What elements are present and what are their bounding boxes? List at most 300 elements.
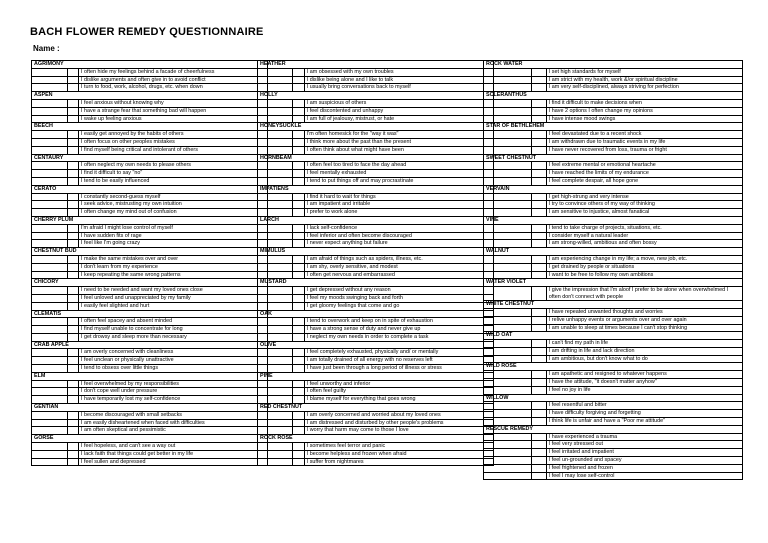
question-row bbox=[32, 177, 268, 185]
remedy-name: HORNBEAM bbox=[258, 154, 305, 162]
question-row bbox=[32, 427, 268, 435]
answer-checkbox[interactable] bbox=[531, 146, 546, 154]
remedy-name: WILD OAT bbox=[484, 332, 547, 340]
remedy-name: PINE bbox=[258, 372, 305, 380]
question-text: I am experiencing change in my life; a move, new job, etc. bbox=[546, 255, 742, 263]
remedy-header-row bbox=[32, 92, 268, 100]
answer-checkbox[interactable] bbox=[293, 318, 304, 326]
remedy-header-row bbox=[32, 154, 268, 162]
question-row bbox=[484, 68, 743, 76]
question-text: I feel frightened and frozen bbox=[546, 464, 742, 472]
answer-checkbox[interactable] bbox=[293, 271, 304, 279]
answer-checkbox[interactable] bbox=[67, 388, 78, 396]
remedy-header-row bbox=[258, 310, 494, 318]
answer-checkbox[interactable] bbox=[67, 232, 78, 240]
question-row bbox=[258, 294, 494, 302]
question-text: I am obsessed with my own troubles bbox=[304, 68, 493, 76]
question-row bbox=[32, 458, 268, 466]
question-text: I am afraid of things such as spiders, illness, etc. bbox=[304, 255, 493, 263]
answer-checkbox[interactable] bbox=[531, 170, 546, 178]
remedy-name: HEATHER bbox=[258, 61, 305, 69]
question-row bbox=[258, 107, 494, 115]
question-row bbox=[484, 379, 743, 387]
question-row bbox=[32, 263, 268, 271]
remedy-header-row bbox=[258, 279, 494, 287]
question-text: I often think about what might have been bbox=[304, 146, 493, 154]
question-row bbox=[32, 271, 268, 279]
question-text: I lack self-confidence bbox=[304, 224, 493, 232]
answer-checkbox[interactable] bbox=[531, 232, 546, 240]
question-row bbox=[258, 240, 494, 248]
answer-checkbox[interactable] bbox=[67, 76, 78, 84]
answer-checkbox[interactable] bbox=[67, 99, 78, 107]
answer-checkbox[interactable] bbox=[531, 162, 546, 170]
answer-checkbox[interactable] bbox=[531, 324, 546, 332]
remedy-header-row bbox=[32, 185, 268, 193]
answer-checkbox[interactable] bbox=[531, 263, 546, 271]
remedy-name: HONEYSUCKLE bbox=[258, 123, 305, 131]
question-text: I feel very stressed out bbox=[546, 441, 742, 449]
question-text: I find it hard to wait for things bbox=[304, 193, 493, 201]
answer-checkbox[interactable] bbox=[531, 457, 546, 465]
question-row bbox=[484, 433, 743, 441]
column-2 bbox=[257, 60, 494, 466]
question-row bbox=[258, 162, 494, 170]
remedy-header-row bbox=[258, 341, 494, 349]
question-row bbox=[484, 263, 743, 271]
question-row bbox=[32, 287, 268, 295]
question-text: I consider myself a natural leader bbox=[546, 232, 742, 240]
question-text: I often get nervous and embarrassed bbox=[304, 271, 493, 279]
answer-checkbox[interactable] bbox=[67, 138, 78, 146]
answer-checkbox[interactable] bbox=[293, 193, 304, 201]
remedy-name: SCLERANTHUS bbox=[484, 92, 547, 100]
question-text: I feel completely exhausted, physically and/ or mentally bbox=[304, 349, 493, 357]
answer-checkbox[interactable] bbox=[531, 472, 546, 480]
answer-checkbox[interactable] bbox=[293, 294, 304, 302]
answer-checkbox[interactable] bbox=[67, 333, 78, 341]
answer-checkbox[interactable] bbox=[67, 255, 78, 263]
answer-checkbox[interactable] bbox=[293, 349, 304, 357]
question-text: I give the impression that I'm aloof I prefer to be alone when overwhelmed I often don't connect with people bbox=[546, 287, 742, 301]
remedy-header-row bbox=[32, 310, 268, 318]
question-text: I keep repeating the same wrong patterns bbox=[79, 271, 268, 279]
question-row bbox=[484, 138, 743, 146]
question-text: I constantly second-guess myself bbox=[79, 193, 268, 201]
question-text: I feel complete despair, all hope gone bbox=[546, 177, 742, 185]
answer-checkbox[interactable] bbox=[531, 76, 546, 84]
question-row bbox=[258, 138, 494, 146]
question-text: I often focus on other peoples mistakes bbox=[79, 138, 268, 146]
answer-checkbox[interactable] bbox=[531, 433, 546, 441]
question-row bbox=[484, 146, 743, 154]
answer-checkbox[interactable] bbox=[531, 224, 546, 232]
question-text: I feel un-grounded and spacey bbox=[546, 457, 742, 465]
question-row bbox=[32, 84, 268, 92]
answer-checkbox[interactable] bbox=[293, 365, 304, 373]
answer-checkbox[interactable] bbox=[293, 388, 304, 396]
question-row bbox=[258, 131, 494, 139]
answer-checkbox[interactable] bbox=[67, 177, 78, 185]
answer-checkbox[interactable] bbox=[531, 115, 546, 123]
question-row bbox=[484, 170, 743, 178]
answer-checkbox[interactable] bbox=[67, 170, 78, 178]
answer-checkbox[interactable] bbox=[293, 287, 304, 295]
answer-checkbox[interactable] bbox=[67, 107, 78, 115]
question-text: I have intense mood swings bbox=[546, 115, 742, 123]
remedy-name: CERATO bbox=[32, 185, 79, 193]
answer-checkbox[interactable] bbox=[67, 450, 78, 458]
remedy-header-row bbox=[32, 372, 268, 380]
answer-checkbox[interactable] bbox=[531, 138, 546, 146]
remedy-name: RED CHESTNUT bbox=[258, 404, 305, 412]
remedy-header-row bbox=[258, 404, 494, 412]
remedy-header-row bbox=[484, 61, 743, 69]
question-text: I have just been through a long period of illness or stress bbox=[304, 365, 493, 373]
question-text: I easily feel slighted and hurt bbox=[79, 302, 268, 310]
question-text: I am often skeptical and pessimistic bbox=[79, 427, 268, 435]
remedy-header-row bbox=[32, 404, 268, 412]
answer-checkbox[interactable] bbox=[67, 271, 78, 279]
question-row bbox=[258, 99, 494, 107]
question-row bbox=[484, 99, 743, 107]
question-text: I feel devastated due to a recent shock bbox=[546, 131, 742, 139]
question-row bbox=[32, 357, 268, 365]
remedy-header-row bbox=[258, 216, 494, 224]
remedy-header-row bbox=[258, 248, 494, 256]
answer-checkbox[interactable] bbox=[67, 193, 78, 201]
question-row bbox=[32, 201, 268, 209]
question-row bbox=[258, 232, 494, 240]
answer-checkbox[interactable] bbox=[67, 458, 78, 466]
answer-checkbox[interactable] bbox=[67, 365, 78, 373]
remedy-name: CENTAURY bbox=[32, 154, 79, 162]
answer-checkbox[interactable] bbox=[293, 162, 304, 170]
question-text: I get high-strung and very intense bbox=[546, 193, 742, 201]
answer-checkbox[interactable] bbox=[293, 146, 304, 154]
answer-checkbox[interactable] bbox=[67, 115, 78, 123]
question-row bbox=[258, 115, 494, 123]
question-text: I have experienced a trauma bbox=[546, 433, 742, 441]
question-row bbox=[484, 355, 743, 363]
question-row bbox=[258, 333, 494, 341]
question-row bbox=[484, 402, 743, 410]
answer-checkbox[interactable] bbox=[67, 84, 78, 92]
question-row bbox=[258, 255, 494, 263]
answer-checkbox[interactable] bbox=[67, 318, 78, 326]
remedy-name: VINE bbox=[484, 216, 547, 224]
question-row bbox=[32, 443, 268, 451]
remedy-name: SWEET CHESTNUT bbox=[484, 154, 547, 162]
question-row bbox=[484, 177, 743, 185]
answer-checkbox[interactable] bbox=[293, 68, 304, 76]
question-row bbox=[484, 418, 743, 426]
answer-checkbox[interactable] bbox=[293, 76, 304, 84]
answer-checkbox[interactable] bbox=[67, 294, 78, 302]
answer-checkbox[interactable] bbox=[67, 302, 78, 310]
answer-checkbox[interactable] bbox=[293, 177, 304, 185]
remedy-header-row bbox=[484, 216, 743, 224]
question-text: I'm afraid I might lose control of myself bbox=[79, 224, 268, 232]
question-row bbox=[484, 340, 743, 348]
remedy-name: CRAB APPLE bbox=[32, 341, 79, 349]
question-row bbox=[32, 333, 268, 341]
answer-checkbox[interactable] bbox=[67, 396, 78, 404]
answer-checkbox[interactable] bbox=[531, 386, 546, 394]
answer-checkbox[interactable] bbox=[293, 224, 304, 232]
question-row bbox=[484, 162, 743, 170]
answer-checkbox[interactable] bbox=[67, 224, 78, 232]
question-row bbox=[32, 232, 268, 240]
question-row bbox=[32, 326, 268, 334]
question-row bbox=[484, 347, 743, 355]
question-text: I blame myself for everything that goes wrong bbox=[304, 396, 493, 404]
question-row bbox=[32, 380, 268, 388]
question-row bbox=[32, 99, 268, 107]
answer-checkbox[interactable] bbox=[531, 68, 546, 76]
answer-checkbox[interactable] bbox=[293, 450, 304, 458]
answer-checkbox[interactable] bbox=[531, 410, 546, 418]
question-text: I worry that harm may come to those I love bbox=[304, 427, 493, 435]
answer-checkbox[interactable] bbox=[531, 308, 546, 316]
question-text: I feel my moods swinging back and forth bbox=[304, 294, 493, 302]
remedy-name: STAR OF BETHLEHEM bbox=[484, 123, 547, 131]
question-row bbox=[484, 193, 743, 201]
remedy-name: AGRIMONY bbox=[32, 61, 79, 69]
answer-checkbox[interactable] bbox=[531, 418, 546, 426]
answer-checkbox[interactable] bbox=[531, 449, 546, 457]
question-text: I am overly concerned with cleanliness bbox=[79, 349, 268, 357]
question-text: I make the same mistakes over and over bbox=[79, 255, 268, 263]
question-text: I have sudden fits of rage bbox=[79, 232, 268, 240]
question-text: I feel no joy in life bbox=[546, 386, 742, 394]
answer-checkbox[interactable] bbox=[67, 411, 78, 419]
question-text: I am totally drained of all energy with no reserves left bbox=[304, 357, 493, 365]
question-row bbox=[258, 380, 494, 388]
answer-checkbox[interactable] bbox=[67, 326, 78, 334]
question-text: I find myself unable to concentrate for long bbox=[79, 326, 268, 334]
question-row bbox=[484, 84, 743, 92]
question-text: I tend to be easily influenced bbox=[79, 177, 268, 185]
answer-checkbox[interactable] bbox=[67, 357, 78, 365]
answer-checkbox[interactable] bbox=[531, 340, 546, 348]
question-row bbox=[258, 201, 494, 209]
remedy-header-row bbox=[258, 185, 494, 193]
questionnaire-table bbox=[257, 60, 494, 466]
answer-checkbox[interactable] bbox=[293, 411, 304, 419]
question-text: I become helpless and frozen when afraid bbox=[304, 450, 493, 458]
answer-checkbox[interactable] bbox=[531, 347, 546, 355]
remedy-name: MUSTARD bbox=[258, 279, 305, 287]
question-text: I become discouraged with small setbacks bbox=[79, 411, 268, 419]
remedy-name: CHESTNUT BUD bbox=[32, 248, 79, 256]
answer-checkbox[interactable] bbox=[293, 84, 304, 92]
question-text: I am unable to sleep at times because I can't stop thinking bbox=[546, 324, 742, 332]
answer-checkbox[interactable] bbox=[67, 427, 78, 435]
remedy-name: ROCK WATER bbox=[484, 61, 547, 69]
remedy-header-row bbox=[484, 363, 743, 371]
question-row bbox=[258, 396, 494, 404]
remedy-header-row bbox=[484, 123, 743, 131]
question-row bbox=[258, 224, 494, 232]
answer-checkbox[interactable] bbox=[293, 458, 304, 466]
answer-checkbox[interactable] bbox=[531, 209, 546, 217]
question-text: I seek advice, mistrusting my own intuition bbox=[79, 201, 268, 209]
question-row bbox=[32, 365, 268, 373]
question-row bbox=[32, 318, 268, 326]
answer-checkbox[interactable] bbox=[67, 162, 78, 170]
question-text: I relive unhappy events or arguments over and over again bbox=[546, 316, 742, 324]
question-row bbox=[32, 294, 268, 302]
answer-checkbox[interactable] bbox=[67, 263, 78, 271]
answer-checkbox[interactable] bbox=[531, 131, 546, 139]
answer-checkbox[interactable] bbox=[293, 263, 304, 271]
remedy-header-row bbox=[32, 279, 268, 287]
answer-checkbox[interactable] bbox=[531, 240, 546, 248]
answer-checkbox[interactable] bbox=[67, 287, 78, 295]
question-row bbox=[32, 419, 268, 427]
answer-checkbox[interactable] bbox=[293, 333, 304, 341]
answer-checkbox[interactable] bbox=[293, 380, 304, 388]
question-text: I am ambitious, but don't know what to do bbox=[546, 355, 742, 363]
remedy-header-row bbox=[258, 123, 494, 131]
question-text: I tend to take charge of projects, situations, etc. bbox=[546, 224, 742, 232]
question-text: I am drifting in life and lack direction bbox=[546, 347, 742, 355]
answer-checkbox[interactable] bbox=[293, 357, 304, 365]
answer-checkbox[interactable] bbox=[293, 427, 304, 435]
answer-checkbox[interactable] bbox=[531, 379, 546, 387]
question-text: I think more about the past than the present bbox=[304, 138, 493, 146]
answer-checkbox[interactable] bbox=[293, 443, 304, 451]
answer-checkbox[interactable] bbox=[67, 443, 78, 451]
answer-checkbox[interactable] bbox=[531, 193, 546, 201]
answer-checkbox[interactable] bbox=[67, 349, 78, 357]
question-row bbox=[258, 427, 494, 435]
remedy-name: BEECH bbox=[32, 123, 79, 131]
question-row bbox=[258, 419, 494, 427]
answer-checkbox[interactable] bbox=[67, 146, 78, 154]
question-text: I am strong-willed, ambitious and often bossy bbox=[546, 240, 742, 248]
question-row bbox=[484, 107, 743, 115]
answer-checkbox[interactable] bbox=[67, 380, 78, 388]
remedy-header-row bbox=[258, 61, 494, 69]
question-row bbox=[32, 107, 268, 115]
remedy-header-row bbox=[484, 248, 743, 256]
answer-checkbox[interactable] bbox=[531, 441, 546, 449]
answer-checkbox[interactable] bbox=[293, 209, 304, 217]
answer-checkbox[interactable] bbox=[293, 396, 304, 404]
question-text: I get drained by people or situations bbox=[546, 263, 742, 271]
question-text: I am sensitive to injustice, almost fanatical bbox=[546, 209, 742, 217]
name-label: Name : bbox=[33, 44, 60, 53]
question-text: I feel sullen and depressed bbox=[79, 458, 268, 466]
answer-checkbox[interactable] bbox=[293, 201, 304, 209]
answer-checkbox[interactable] bbox=[531, 201, 546, 209]
answer-checkbox[interactable] bbox=[531, 287, 546, 301]
answer-checkbox[interactable] bbox=[67, 68, 78, 76]
answer-checkbox[interactable] bbox=[531, 402, 546, 410]
question-text: I feel anxious without knowing why bbox=[79, 99, 268, 107]
answer-checkbox[interactable] bbox=[293, 131, 304, 139]
question-text: I feel unclean or physically unattractive bbox=[79, 357, 268, 365]
remedy-name: ROCK ROSE bbox=[258, 435, 305, 443]
answer-checkbox[interactable] bbox=[67, 419, 78, 427]
question-row bbox=[258, 287, 494, 295]
answer-checkbox[interactable] bbox=[531, 271, 546, 279]
answer-checkbox[interactable] bbox=[293, 232, 304, 240]
question-text: I have reached the limits of my endurance bbox=[546, 170, 742, 178]
answer-checkbox[interactable] bbox=[293, 170, 304, 178]
question-row bbox=[32, 240, 268, 248]
question-row bbox=[32, 209, 268, 217]
column-3 bbox=[483, 60, 743, 480]
question-row bbox=[32, 450, 268, 458]
question-row bbox=[258, 170, 494, 178]
question-text: I feel like I'm going crazy bbox=[79, 240, 268, 248]
question-text: I am easily disheartened when faced with difficulties bbox=[79, 419, 268, 427]
answer-checkbox[interactable] bbox=[67, 131, 78, 139]
remedy-name: MIMULUS bbox=[258, 248, 305, 256]
question-row bbox=[258, 357, 494, 365]
question-text: I am overly concerned and worried about my loved ones bbox=[304, 411, 493, 419]
remedy-header-row bbox=[32, 216, 268, 224]
question-row bbox=[32, 146, 268, 154]
question-text: I have a strange fear that something bad will happen bbox=[79, 107, 268, 115]
answer-checkbox[interactable] bbox=[293, 107, 304, 115]
answer-checkbox[interactable] bbox=[531, 255, 546, 263]
answer-checkbox[interactable] bbox=[293, 326, 304, 334]
answer-checkbox[interactable] bbox=[531, 355, 546, 363]
question-text: I lack faith that things could get better in my life bbox=[79, 450, 268, 458]
answer-checkbox[interactable] bbox=[531, 107, 546, 115]
question-text: I'm often homesick for the "way it was" bbox=[304, 131, 493, 139]
answer-checkbox[interactable] bbox=[531, 99, 546, 107]
answer-checkbox[interactable] bbox=[531, 177, 546, 185]
question-row bbox=[484, 324, 743, 332]
answer-checkbox[interactable] bbox=[293, 240, 304, 248]
question-row bbox=[484, 271, 743, 279]
answer-checkbox[interactable] bbox=[293, 255, 304, 263]
question-row bbox=[32, 162, 268, 170]
answer-checkbox[interactable] bbox=[531, 464, 546, 472]
answer-checkbox[interactable] bbox=[293, 419, 304, 427]
question-row bbox=[484, 410, 743, 418]
question-row bbox=[484, 449, 743, 457]
answer-checkbox[interactable] bbox=[293, 138, 304, 146]
question-text: I have temporarily lost my self-confidence bbox=[79, 396, 268, 404]
question-text: I feel hopeless, and can't see a way out bbox=[79, 443, 268, 451]
question-text: I am shy, overly sensitive, and modest bbox=[304, 263, 493, 271]
answer-checkbox[interactable] bbox=[293, 99, 304, 107]
remedy-header-row bbox=[484, 301, 743, 309]
question-text: I neglect my own needs in order to complete a task bbox=[304, 333, 493, 341]
answer-checkbox[interactable] bbox=[531, 371, 546, 379]
answer-checkbox[interactable] bbox=[67, 209, 78, 217]
answer-checkbox[interactable] bbox=[67, 201, 78, 209]
question-row bbox=[258, 193, 494, 201]
question-text: I set high standards for myself bbox=[546, 68, 742, 76]
answer-checkbox[interactable] bbox=[67, 240, 78, 248]
answer-checkbox[interactable] bbox=[293, 115, 304, 123]
remedy-header-row bbox=[32, 341, 268, 349]
remedy-header-row bbox=[258, 92, 494, 100]
remedy-name: OLIVE bbox=[258, 341, 305, 349]
answer-checkbox[interactable] bbox=[293, 302, 304, 310]
question-text: I don't cope well under pressure bbox=[79, 388, 268, 396]
answer-checkbox[interactable] bbox=[531, 316, 546, 324]
question-row bbox=[258, 326, 494, 334]
answer-checkbox[interactable] bbox=[531, 84, 546, 92]
